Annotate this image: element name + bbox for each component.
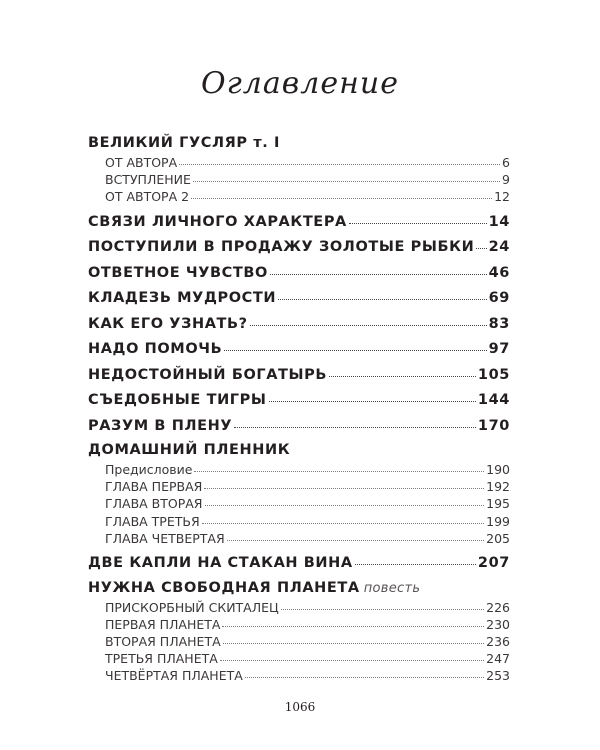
toc-entry-page: 105	[477, 366, 510, 383]
toc-subentry-page: 230	[486, 616, 510, 632]
toc-subentry-page: 226	[486, 599, 510, 615]
toc-subentry-title: ЧЕТВЁРТАЯ ПЛАНЕТА	[105, 668, 243, 684]
toc-subentry[interactable]	[88, 188, 510, 205]
toc-subentry[interactable]	[88, 478, 510, 495]
toc-subentry-title: ГЛАВА ПЕРВАЯ	[105, 479, 203, 495]
toc-entry-page: 69	[488, 290, 510, 307]
toc-subentry[interactable]	[88, 650, 510, 667]
toc-subentry-page: 192	[486, 479, 510, 495]
toc-subentry-title: ОТ АВТОРА	[105, 155, 178, 170]
toc-subentry[interactable]	[88, 461, 510, 478]
toc-entry-page: 14	[488, 213, 510, 230]
toc-subentry[interactable]	[88, 495, 510, 512]
page-title: Оглавление	[201, 66, 399, 101]
page-number: 1066	[284, 700, 316, 714]
toc-entry-title: ПОСТУПИЛИ В ПРОДАЖУ ЗОЛОТЫЕ РЫБКИ	[88, 239, 475, 256]
dot-leader	[179, 164, 500, 165]
toc-subentry[interactable]	[88, 154, 510, 171]
toc-subentry[interactable]	[88, 513, 510, 530]
toc-entry-title: НАДО ПОМОЧЬ	[88, 341, 223, 358]
dot-leader	[270, 274, 487, 275]
dot-leader	[476, 248, 486, 249]
toc-subentry-page: 247	[486, 651, 510, 667]
toc-entry-page: 46	[488, 264, 510, 281]
toc-subentry-page: 9	[502, 172, 510, 188]
toc-subentry-page: 199	[486, 513, 510, 529]
toc-entry-page: 207	[477, 555, 510, 571]
toc-subentry-title: ВСТУПЛЕНИЕ	[105, 172, 191, 188]
toc-subentry-page: 6	[502, 155, 510, 170]
toc-entry-title: ДОМАШНИЙ ПЛЕННИК	[88, 442, 291, 459]
dot-leader	[349, 223, 487, 224]
toc-entry[interactable]	[88, 286, 510, 312]
toc-subentry[interactable]	[88, 633, 510, 650]
toc-subentry[interactable]	[88, 667, 510, 684]
toc-entry-page: 97	[488, 341, 510, 358]
toc-subentry-page: 205	[486, 530, 510, 546]
toc-subentry-title: ПРИСКОРБНЫЙ СКИТАЛЕЦ	[105, 599, 279, 615]
dot-leader	[329, 376, 476, 377]
toc-subentry-title: Предисловие	[105, 462, 193, 478]
toc-entry-title: ОТВЕТНОЕ ЧУВСТВО	[88, 264, 268, 281]
toc-entry-title: КАК ЕГО УЗНАТЬ?	[88, 315, 248, 332]
toc-entry[interactable]	[88, 337, 510, 363]
toc-entry-page: 24	[488, 239, 510, 256]
toc-subentry-page: 236	[486, 633, 510, 649]
toc-entry[interactable]	[88, 439, 510, 461]
toc-entry-page: 170	[477, 417, 510, 434]
dot-leader	[223, 643, 485, 644]
toc-entry[interactable]	[88, 132, 510, 154]
dot-leader	[245, 677, 484, 678]
dot-leader	[281, 609, 484, 610]
toc-entry-title: РАЗУМ В ПЛЕНУ	[88, 417, 233, 434]
toc-entry-title: СЪЕДОБНЫЕ ТИГРЫ	[88, 392, 267, 409]
toc-entry-genre: повесть	[363, 580, 421, 596]
toc-subentry[interactable]	[88, 599, 510, 616]
toc-entry[interactable]	[88, 414, 510, 440]
toc-subentry-title: ОТ АВТОРА 2	[105, 189, 190, 205]
dot-leader	[250, 325, 487, 326]
toc-entry[interactable]	[88, 577, 510, 599]
dot-leader	[191, 198, 492, 199]
dot-leader	[224, 350, 486, 351]
toc-entry-title: НЕДОСТОЙНЫЙ БОГАТЫРЬ	[88, 366, 328, 383]
toc-subentry-page: 195	[486, 496, 510, 512]
dot-leader	[202, 523, 484, 524]
table-of-contents	[88, 132, 510, 688]
dot-leader	[234, 427, 476, 428]
toc-entry[interactable]	[88, 363, 510, 389]
toc-entry[interactable]	[88, 210, 510, 236]
dot-leader	[222, 626, 484, 627]
toc-subentry-title: ВТОРАЯ ПЛАНЕТА	[105, 633, 221, 649]
toc-subentry-page: 253	[486, 668, 510, 684]
toc-subentry-title: ГЛАВА ЧЕТВЕРТАЯ	[105, 530, 225, 546]
dot-leader	[193, 181, 500, 182]
toc-entry-title: ВЕЛИКИЙ ГУСЛЯР т. I	[88, 135, 281, 151]
toc-entry[interactable]	[88, 261, 510, 287]
toc-entry-title: ДВЕ КАПЛИ НА СТАКАН ВИНА	[88, 555, 353, 571]
toc-subentry-page: 190	[486, 462, 510, 478]
dot-leader	[204, 488, 484, 489]
toc-entry-page: 144	[477, 392, 510, 409]
dot-leader	[278, 299, 487, 300]
toc-subentry-title: ГЛАВА ТРЕТЬЯ	[105, 513, 200, 529]
toc-subentry[interactable]	[88, 530, 510, 547]
toc-entry[interactable]	[88, 312, 510, 338]
dot-leader	[355, 564, 476, 565]
dot-leader	[269, 401, 476, 402]
toc-entry-title: СВЯЗИ ЛИЧНОГО ХАРАКТЕРА	[88, 213, 347, 230]
dot-leader	[205, 505, 485, 506]
dot-leader	[220, 660, 484, 661]
toc-entry[interactable]	[88, 235, 510, 261]
toc-subentry-page: 12	[494, 189, 510, 205]
toc-subentry[interactable]	[88, 171, 510, 188]
toc-subentry[interactable]	[88, 616, 510, 633]
toc-subentry-title: ГЛАВА ВТОРАЯ	[105, 496, 203, 512]
toc-entry[interactable]	[88, 388, 510, 414]
toc-subentry-title: ТРЕТЬЯ ПЛАНЕТА	[105, 651, 218, 667]
toc-subentry-title: ПЕРВАЯ ПЛАНЕТА	[105, 616, 221, 632]
toc-entry-title: КЛАДЕЗЬ МУДРОСТИ	[88, 290, 277, 307]
toc-entry[interactable]	[88, 551, 510, 577]
dot-leader	[227, 540, 484, 541]
dot-leader	[194, 471, 484, 472]
toc-entry-title: НУЖНА СВОБОДНАЯ ПЛАНЕТА	[88, 579, 360, 596]
toc-entry-page: 83	[488, 315, 510, 332]
